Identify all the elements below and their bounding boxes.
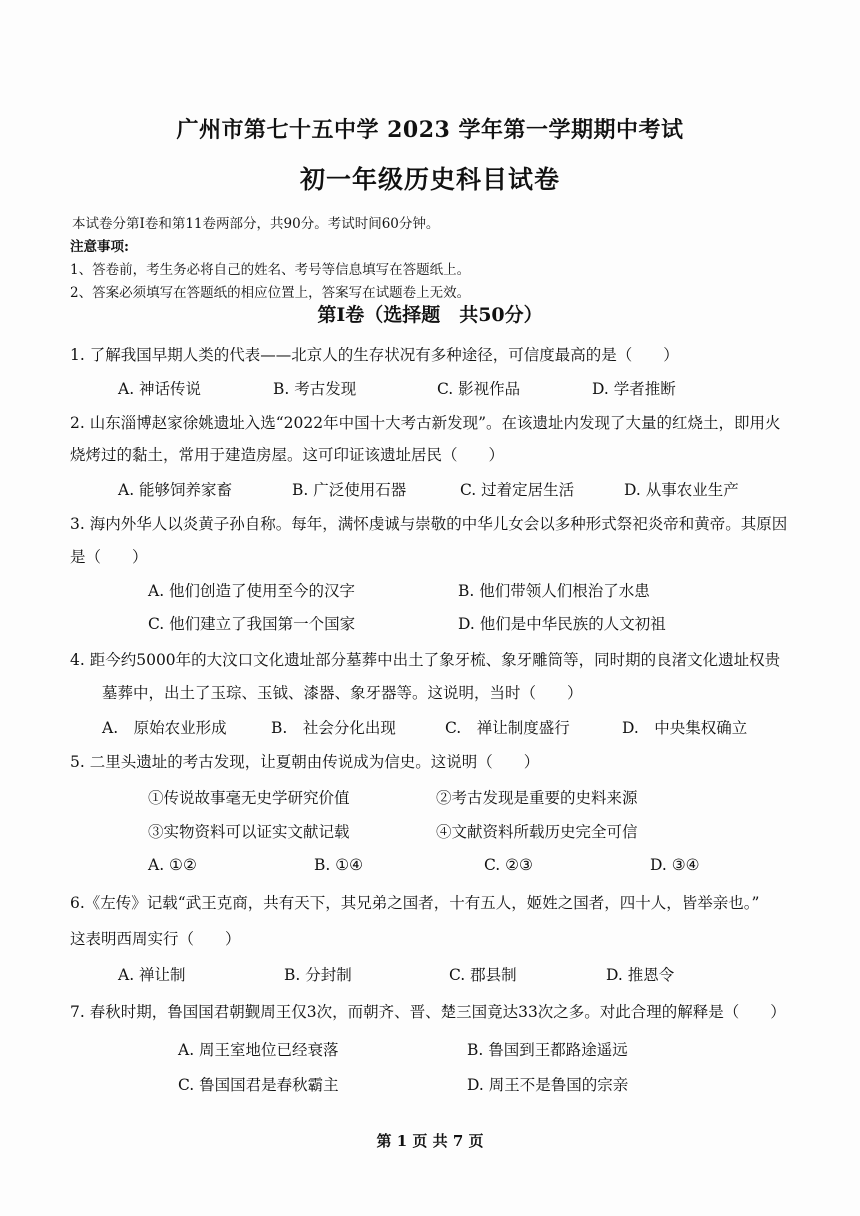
question-6-option-b: B. 分封制: [284, 966, 352, 984]
question-2-stem-line-2: 烧烤过的黏土，常用于建造房屋。这可印证该遗址居民（ ）: [70, 446, 505, 464]
question-7-stem: 7. 春秋时期，鲁国国君朝觐周王仅3次，而朝齐、晋、楚三国竟达33次之多。对此合理的解释是（ ）: [70, 1003, 786, 1021]
question-4-stem-line-1: 4. 距今约5000年的大汶口文化遗址部分墓葬中出土了象牙梳、象牙雕筒等，同时期的良渚文化遗址权贵: [70, 651, 781, 669]
notice-item-1: 1、答卷前，考生务必将自己的姓名、考号等信息填写在答题纸上。: [70, 262, 471, 278]
question-7-option-b: B. 鲁国到王都路途遥远: [467, 1041, 628, 1059]
question-2-option-d: D. 从事农业生产: [624, 481, 739, 499]
question-1-stem: 1. 了解我国早期人类的代表——北京人的生存状况有多种途径，可信度最高的是（ ）: [70, 346, 679, 364]
question-5-option-b: B. ①④: [314, 856, 364, 874]
question-1-option-d: D. 学者推断: [592, 380, 676, 398]
question-1-option-c: C. 影视作品: [437, 380, 521, 398]
question-3-option-b: B. 他们带领人们根治了水患: [458, 582, 650, 600]
question-6-stem-line-1: 6.《左传》记载“武王克商，共有天下，其兄弟之国者，十有五人，姬姓之国者，四十人，皆举亲也。”: [70, 894, 760, 912]
notice-item-2: 2、答案必须填写在答题纸的相应位置上，答案写在试题卷上无效。: [70, 285, 471, 301]
question-5-statement-4: ④文献资料所载历史完全可信: [436, 823, 638, 841]
page-number-footer: 第 1 页 共 7 页: [376, 1132, 484, 1150]
question-2-option-b: B. 广泛使用石器: [292, 481, 407, 499]
question-1-option-b: B. 考古发现: [273, 380, 357, 398]
question-3-stem-line-1: 3. 海内外华人以炎黄子孙自称。每年，满怀虔诚与崇敬的中华儿女会以多种形式祭祀炎帝和黄帝。其原因: [70, 515, 788, 533]
question-3-option-d: D. 他们是中华民族的人文初祖: [458, 615, 666, 633]
question-4-option-c: C. 禅让制度盛行: [445, 719, 570, 737]
school-exam-title: 广州市第七十五中学 2023 学年第一学期期中考试: [176, 117, 684, 143]
question-5-option-a: A. ①②: [148, 856, 197, 874]
question-5-statement-2: ②考古发现是重要的史料来源: [436, 789, 638, 807]
question-5-statement-1: ①传说故事毫无史学研究价值: [148, 789, 350, 807]
question-7-option-a: A. 周王室地位已经衰落: [178, 1041, 339, 1059]
question-3-stem-line-2: 是（ ）: [70, 548, 148, 566]
question-2-stem-line-1: 2. 山东淄博赵家徐姚遗址入选“2022年中国十大考古新发现”。在该遗址内发现了大量的红烧土，即用火: [70, 414, 781, 432]
paper-title: 初一年级历史科目试卷: [299, 165, 560, 194]
question-1-option-a: A. 神话传说: [118, 380, 202, 398]
question-5-option-d: D. ③④: [650, 856, 700, 874]
question-6-option-a: A. 禅让制: [118, 966, 186, 984]
notice-heading: 注意事项:: [70, 239, 129, 255]
question-2-option-c: C. 过着定居生活: [460, 481, 575, 499]
question-7-option-d: D. 周王不是鲁国的宗亲: [467, 1076, 629, 1094]
question-6-option-c: C. 郡县制: [449, 966, 517, 984]
question-6-option-d: D. 推恩令: [606, 966, 675, 984]
exam-info: 本试卷分第Ⅰ卷和第11卷两部分，共90分。考试时间60分钟。: [72, 216, 440, 232]
question-5-statement-3: ③实物资料可以证实文献记载: [148, 823, 350, 841]
question-5-option-c: C. ②③: [484, 856, 533, 874]
question-3-option-c: C. 他们建立了我国第一个国家: [148, 615, 356, 633]
question-4-stem-line-2: 墓葬中，出土了玉琮、玉钺、漆器、象牙器等。这说明，当时（ ）: [102, 684, 583, 702]
question-4-option-a: A. 原始农业形成: [102, 719, 227, 737]
question-6-stem-line-2: 这表明西周实行（ ）: [70, 930, 241, 948]
question-3-option-a: A. 他们创造了使用至今的汉字: [148, 582, 356, 600]
question-4-option-b: B. 社会分化出现: [271, 719, 396, 737]
question-4-option-d: D. 中央集权确立: [622, 719, 748, 737]
question-2-option-a: A. 能够饲养家畜: [118, 481, 233, 499]
question-5-stem: 5. 二里头遗址的考古发现，让夏朝由传说成为信史。这说明（ ）: [70, 753, 540, 771]
question-7-option-c: C. 鲁国国君是春秋霸主: [178, 1076, 339, 1094]
section-title: 第Ⅰ卷（选择题 共50分）: [317, 304, 543, 326]
